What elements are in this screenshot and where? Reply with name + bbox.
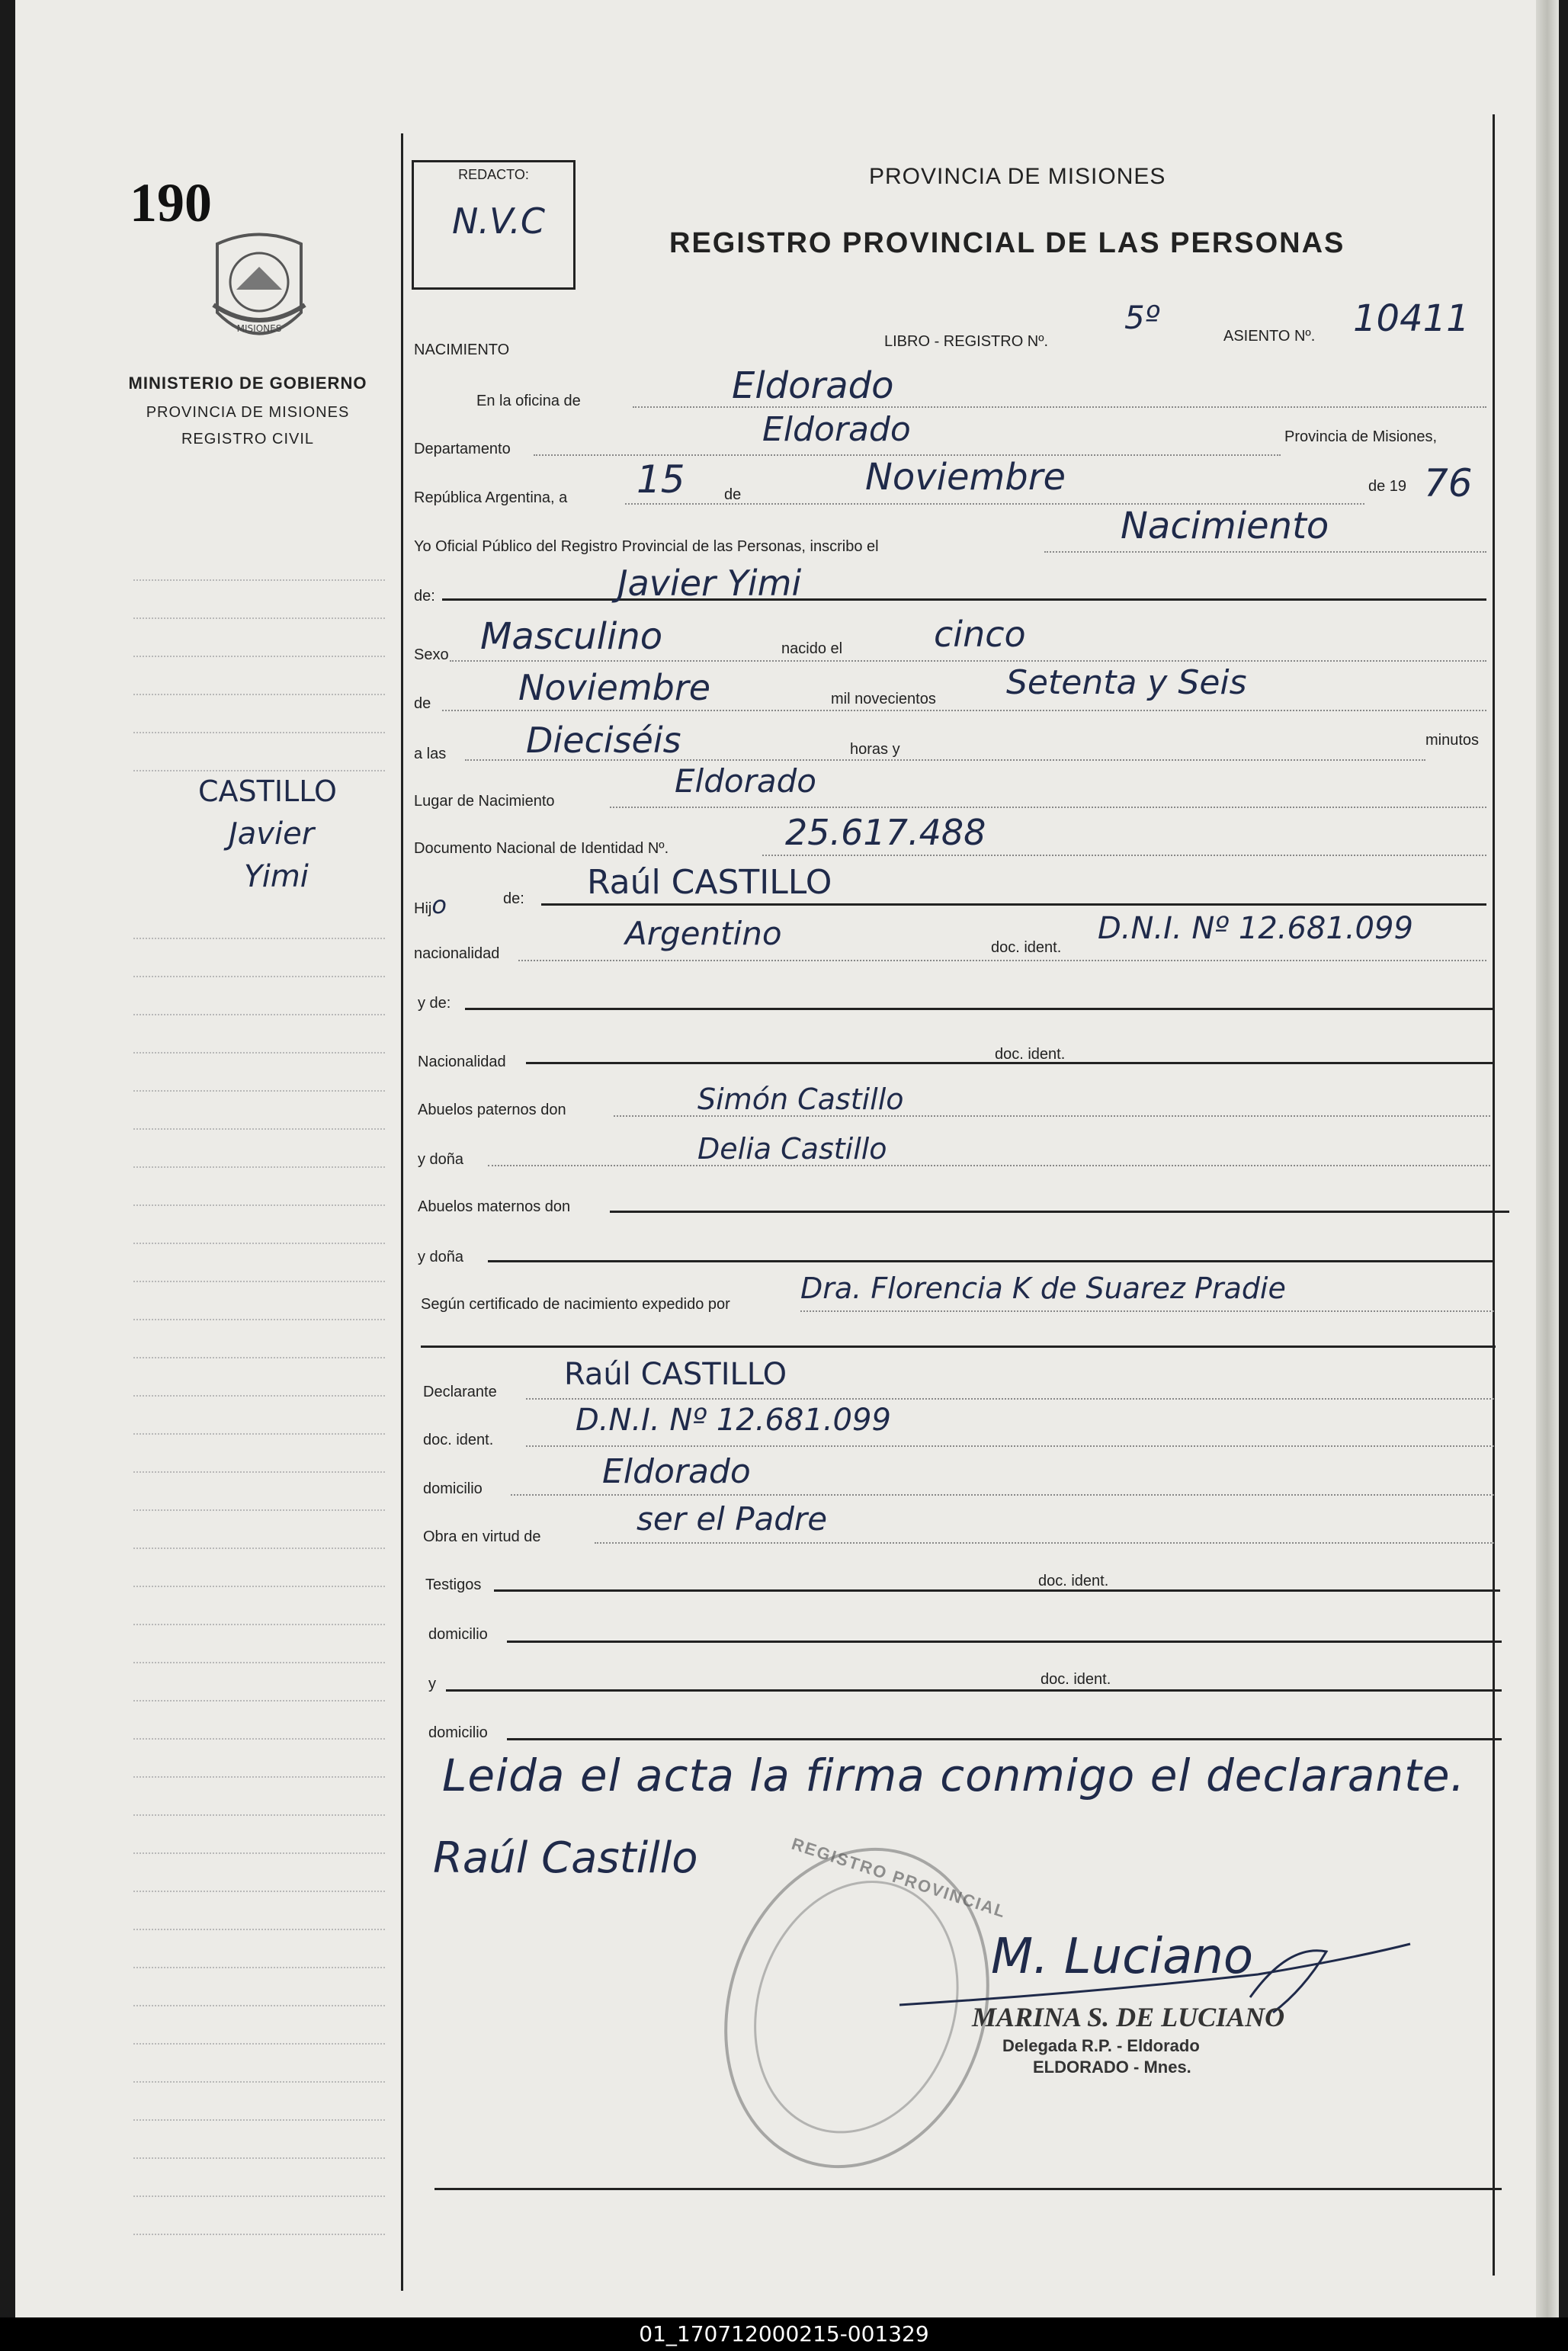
domicilio-line [511, 1494, 1494, 1496]
domicilio-t2-line [507, 1738, 1502, 1740]
departamento-label: Departamento [414, 441, 511, 457]
nombre-line [442, 598, 1486, 601]
ministry-name: MINISTERIO DE GOBIERNO [128, 374, 367, 393]
padre-nac-line [518, 960, 1486, 961]
testigos-label: Testigos [425, 1576, 482, 1593]
padre-line [541, 903, 1486, 906]
madre-doc-label: doc. ident. [995, 1046, 1066, 1063]
provincial-seal-icon [202, 229, 316, 354]
madre-line [465, 1008, 1494, 1010]
y-label: y [428, 1676, 436, 1692]
nacido-anio: Setenta y Seis [1006, 663, 1247, 702]
nacido-label: nacido el [781, 640, 843, 657]
dni-label: Documento Nacional de Identidad Nº. [414, 840, 669, 857]
margin-note-surname: CASTILLO [198, 775, 337, 808]
province-name: PROVINCIA DE MISIONES [146, 404, 350, 421]
departamento-value: Eldorado [762, 410, 911, 449]
abuelo-pat-value: Simón Castillo [697, 1082, 904, 1116]
obra-value: ser el Padre [636, 1500, 828, 1538]
sexo-value: Masculino [480, 615, 663, 658]
oficial-label: Yo Oficial Público del Registro Provincial de las Personas, inscribo el [414, 538, 879, 555]
hijo-suffix: o [431, 890, 447, 919]
nacido-mes: Noviembre [518, 667, 711, 708]
page-edge [1536, 0, 1559, 2317]
obra-label: Obra en virtud de [423, 1528, 541, 1545]
testigo2-doc-label: doc. ident. [1041, 1671, 1111, 1688]
right-frame-line [1493, 114, 1495, 2276]
firma-nombre: MARINA S. DE LUCIANO [972, 2002, 1285, 2032]
firma-declarante: Raúl Castillo [433, 1833, 698, 1883]
hijo-label-group [414, 890, 447, 919]
dni-line [762, 855, 1486, 856]
a-las-value: Dieciséis [526, 720, 681, 761]
declarante-line [526, 1398, 1494, 1400]
asiento-label: ASIENTO Nº. [1223, 328, 1316, 345]
testigos-line [494, 1589, 1500, 1592]
sexo-label: Sexo [414, 646, 449, 663]
fecha-anio: 76 [1424, 461, 1473, 505]
redacto-value: N.V.C [452, 200, 545, 242]
domicilio-label: domicilio [423, 1480, 483, 1497]
oficial-line [1044, 551, 1486, 553]
de3-label: de [414, 695, 431, 712]
domicilio-t1-line [507, 1641, 1502, 1643]
province-title: PROVINCIA DE MISIONES [869, 164, 1166, 189]
domicilio-value: Eldorado [602, 1452, 751, 1491]
testigos-doc-label: doc. ident. [1038, 1573, 1109, 1589]
abuela-mat-line [488, 1260, 1494, 1262]
margin-note-name2: Yimi [244, 859, 309, 894]
horas-label: horas y [850, 741, 900, 758]
firma-cargo: Delegada R.P. - Eldorado [1002, 2036, 1200, 2055]
firma-oficial: M. Luciano [991, 1929, 1254, 1985]
de-anio-label: de 19 [1368, 478, 1407, 495]
nombre-value: Javier Yimi [617, 563, 802, 604]
testigo2-line [446, 1689, 1502, 1692]
lugar-line [610, 807, 1486, 808]
official-name-stamp [972, 2001, 1284, 2077]
left-frame-line [401, 133, 403, 2291]
padre-doc-value: D.N.I. Nº 12.681.099 [1098, 911, 1413, 946]
abuelo-mat-line [610, 1211, 1509, 1213]
oficial-value: Nacimiento [1121, 505, 1329, 547]
registry-title: REGISTRO PROVINCIAL DE LAS PERSONAS [669, 227, 1345, 259]
padre-nac-value: Argentino [625, 915, 782, 952]
domicilio-t1-label: domicilio [428, 1626, 488, 1643]
libro-value: 5º [1124, 299, 1160, 336]
lugar-value: Eldorado [675, 762, 816, 800]
redacto-label: REDACTO: [458, 167, 529, 182]
declarante-value: Raúl CASTILLO [564, 1357, 787, 1392]
observacion-text: Leida el acta la firma conmigo el declarante. [442, 1750, 1466, 1801]
folio-number: 190 [130, 172, 212, 233]
oficina-label: En la oficina de [476, 393, 581, 409]
firma-lugar: ELDORADO - Mnes. [1033, 2058, 1191, 2077]
padre-nac-label: nacionalidad [414, 945, 500, 962]
certificado-label: Según certificado de nacimiento expedido por [421, 1296, 730, 1313]
abuela-pat-line [488, 1165, 1490, 1166]
hijo-label: Hij [414, 900, 432, 917]
de2-label: de: [414, 588, 435, 605]
provincia-label: Provincia de Misiones, [1284, 428, 1438, 445]
margin-note [198, 770, 374, 898]
registry-name: REGISTRO CIVIL [181, 431, 315, 447]
libro-label: LIBRO - REGISTRO Nº. [884, 333, 1049, 350]
obra-line [595, 1542, 1494, 1544]
oficina-value: Eldorado [732, 364, 894, 407]
republica-label: República Argentina, a [414, 489, 568, 506]
redacto-box [412, 160, 576, 290]
certificado-value: Dra. Florencia K de Suarez Pradie [800, 1272, 1286, 1305]
y-de-label: y de: [418, 995, 451, 1012]
certificado-line2 [421, 1345, 1496, 1348]
a-las-label: a las [414, 746, 447, 762]
declarante-doc-value: D.N.I. Nº 12.681.099 [576, 1403, 891, 1438]
padre-value: Raúl CASTILLO [587, 863, 832, 902]
mil-label: mil novecientos [831, 691, 936, 707]
abuelos-pat-label: Abuelos paternos don [418, 1102, 566, 1118]
declarante-doc-line [526, 1445, 1494, 1447]
dni-value: 25.617.488 [785, 812, 986, 853]
seal-text: MISIONES [236, 323, 282, 334]
y-dona-mat-label: y doña [418, 1249, 464, 1265]
nacido-dia: cinco [934, 614, 1026, 655]
asiento-value: 10411 [1353, 297, 1470, 340]
nacionalidad2-label: Nacionalidad [418, 1054, 506, 1070]
domicilio-t2-label: domicilio [428, 1724, 488, 1741]
oval-stamp-text: REGISTRO PROVINCIAL [789, 1833, 1009, 1922]
abuela-pat-value: Delia Castillo [697, 1132, 887, 1166]
hijo-de-label: de: [503, 890, 524, 907]
record-type-label: NACIMIENTO [414, 342, 510, 358]
nacido-line [442, 710, 1486, 711]
declarante-label: Declarante [423, 1384, 497, 1400]
margin-note-name1: Javier [229, 816, 315, 852]
abuelos-mat-label: Abuelos maternos don [418, 1198, 571, 1215]
declarante-doc-label: doc. ident. [423, 1432, 494, 1448]
minutos-label: minutos [1425, 732, 1480, 749]
lugar-label: Lugar de Nacimiento [414, 793, 555, 810]
fecha-dia: 15 [636, 457, 685, 502]
sexo-line [450, 660, 1486, 662]
fecha-mes: Noviembre [865, 456, 1066, 499]
y-dona-pat-label: y doña [418, 1151, 464, 1168]
closing-line [434, 2188, 1502, 2190]
de-label: de [724, 486, 742, 503]
padre-doc-label: doc. ident. [991, 939, 1062, 956]
footer-id: 01_170712000215-001329 [0, 2317, 1568, 2351]
certificado-line [800, 1310, 1494, 1312]
ministry-block [114, 374, 381, 448]
